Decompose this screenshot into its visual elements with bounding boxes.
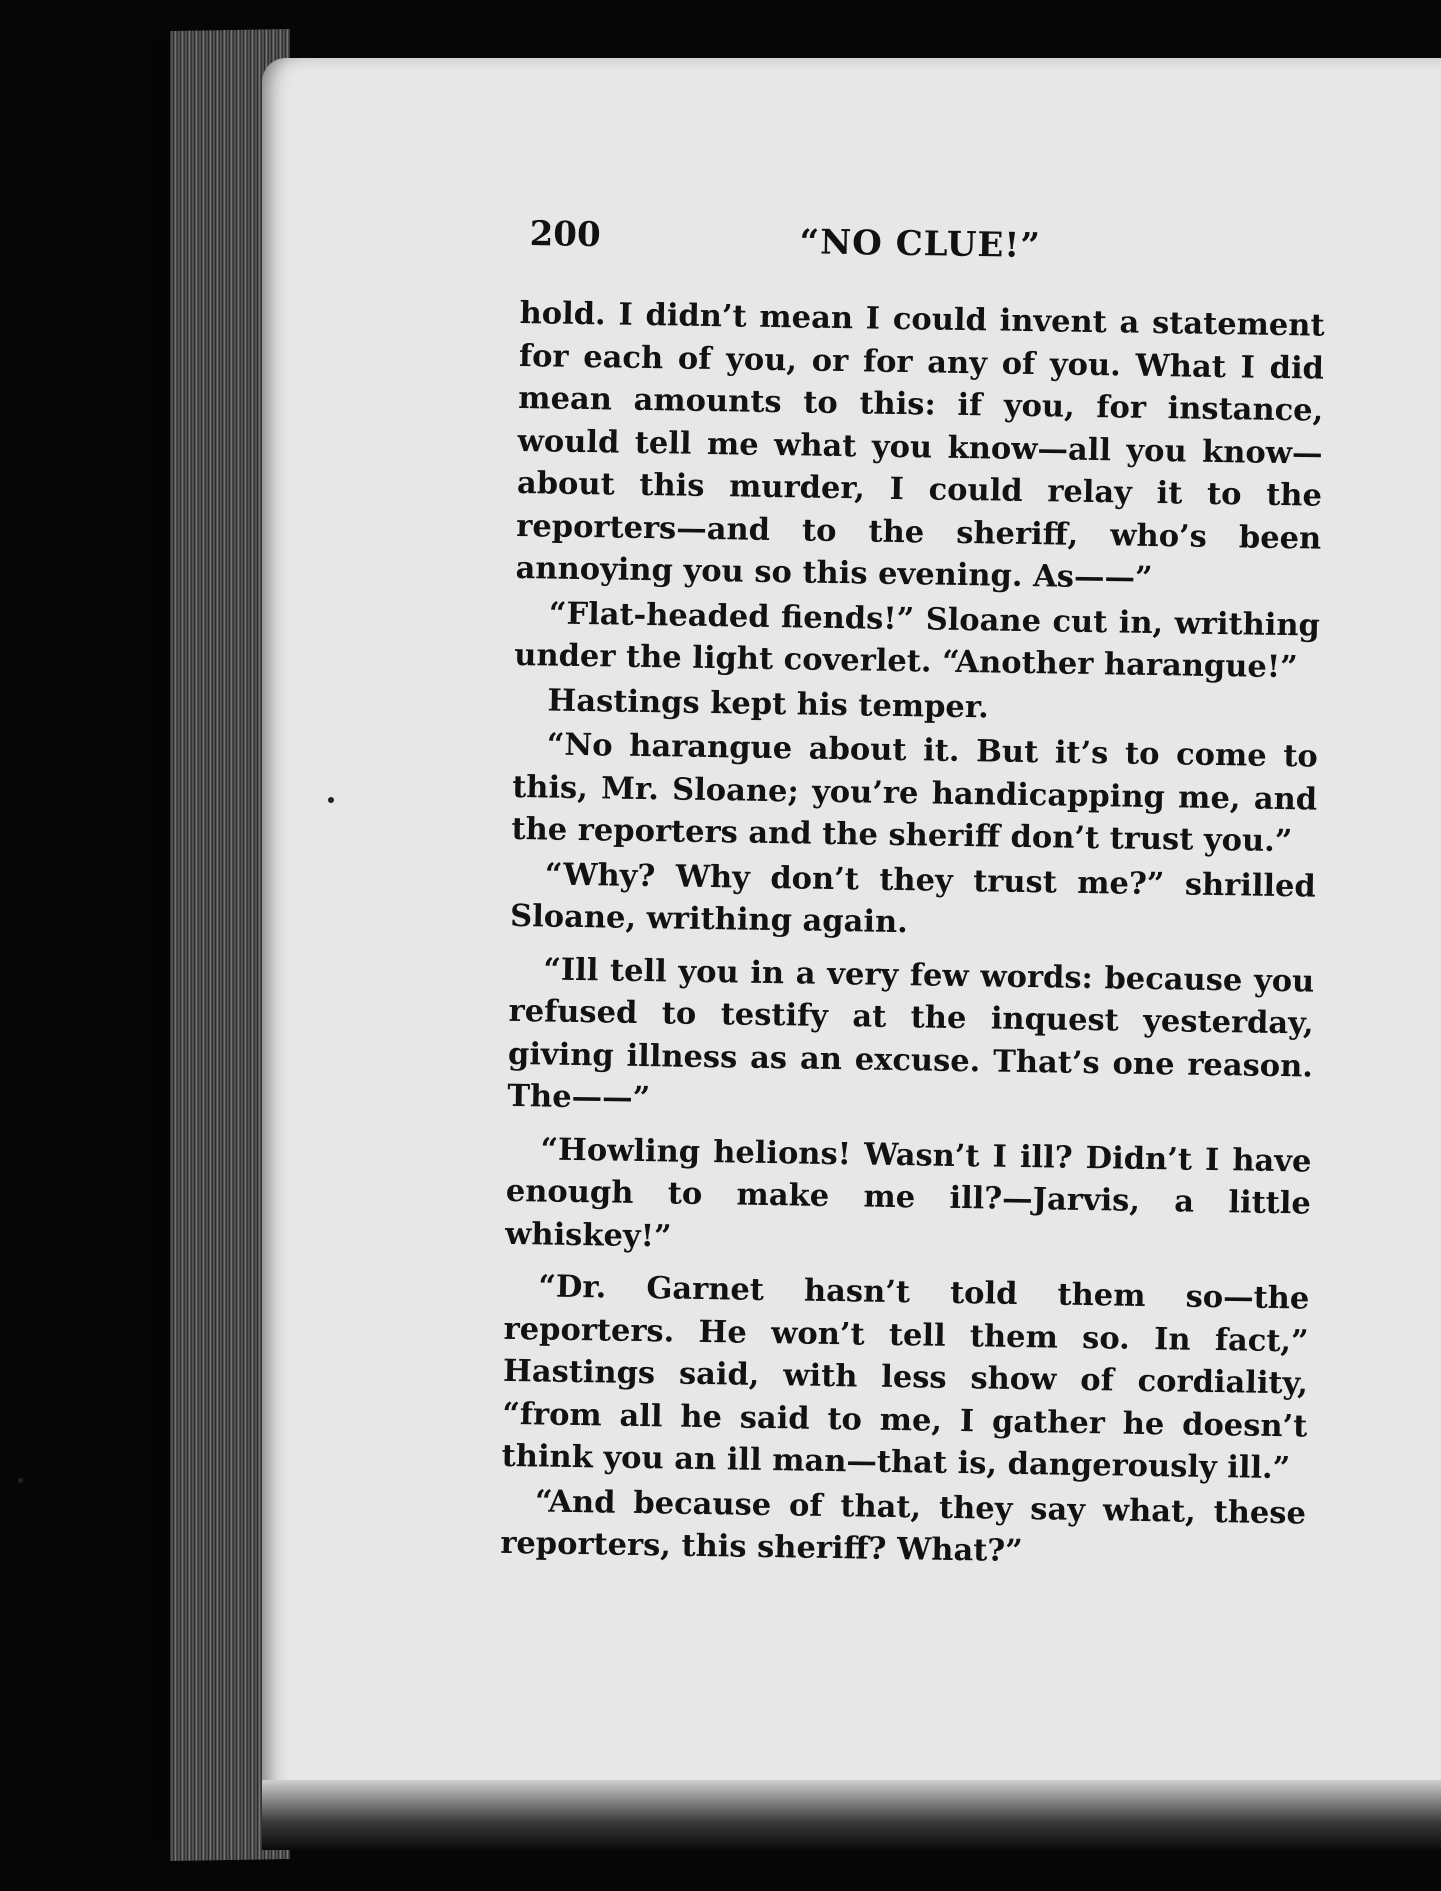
paragraph: “Dr. Garnet hasn’t told them so—the reporters. He won’t tell them so. In fact,” Hastings said, with less show of cordiality, “from all he said to me, I gather he doesn’t think you an ill man—that is, dangerously ill.” [501, 1268, 1310, 1487]
running-header [529, 214, 1110, 273]
paragraph: “And because of that, they say what, these reporters, this sheriff? What?” [500, 1482, 1307, 1570]
paragraph: Hastings kept his temper. [547, 681, 990, 725]
paragraph: “Flat-headed fiends!” Sloane cut in, writhing under the light coverlet. “Another harangue!” [514, 594, 1321, 686]
ink-speck [18, 1478, 23, 1483]
paragraph: hold. I didn’t mean I could invent a statement for each of you, or for any of you. What I did mean amounts to this: if you, for instance, would tell me what you know—all you know—about this murder, I could relay it to the reporters—and to the sheriff, who’s been annoying you so this evening. As——” [515, 294, 1325, 596]
paragraph: “Ill tell you in a very few words: because you refused to testify at the inquest yesterday, giving illness as an excuse. That’s one reason. The——” [507, 950, 1315, 1117]
running-title: “NO CLUE!” [799, 222, 1042, 267]
ink-speck [328, 797, 334, 803]
page-bottom-fold [262, 1780, 1441, 1850]
body-text [500, 292, 1325, 1579]
paragraph: “Why? Why don’t they trust me?” shrilled Sloane, writhing again. [509, 855, 1317, 941]
paragraph: “Howling helions! Wasn’t I ill? Didn’t I have enough to make me ill?—Jarvis, a little whiskey!” [504, 1130, 1312, 1254]
paragraph: “No harangue about it. But it’s to come to this, Mr. Sloane; you’re handicapping me, and the reporters and the sheriff don’t trust you.” [511, 726, 1319, 860]
page-number: 200 [529, 214, 601, 256]
